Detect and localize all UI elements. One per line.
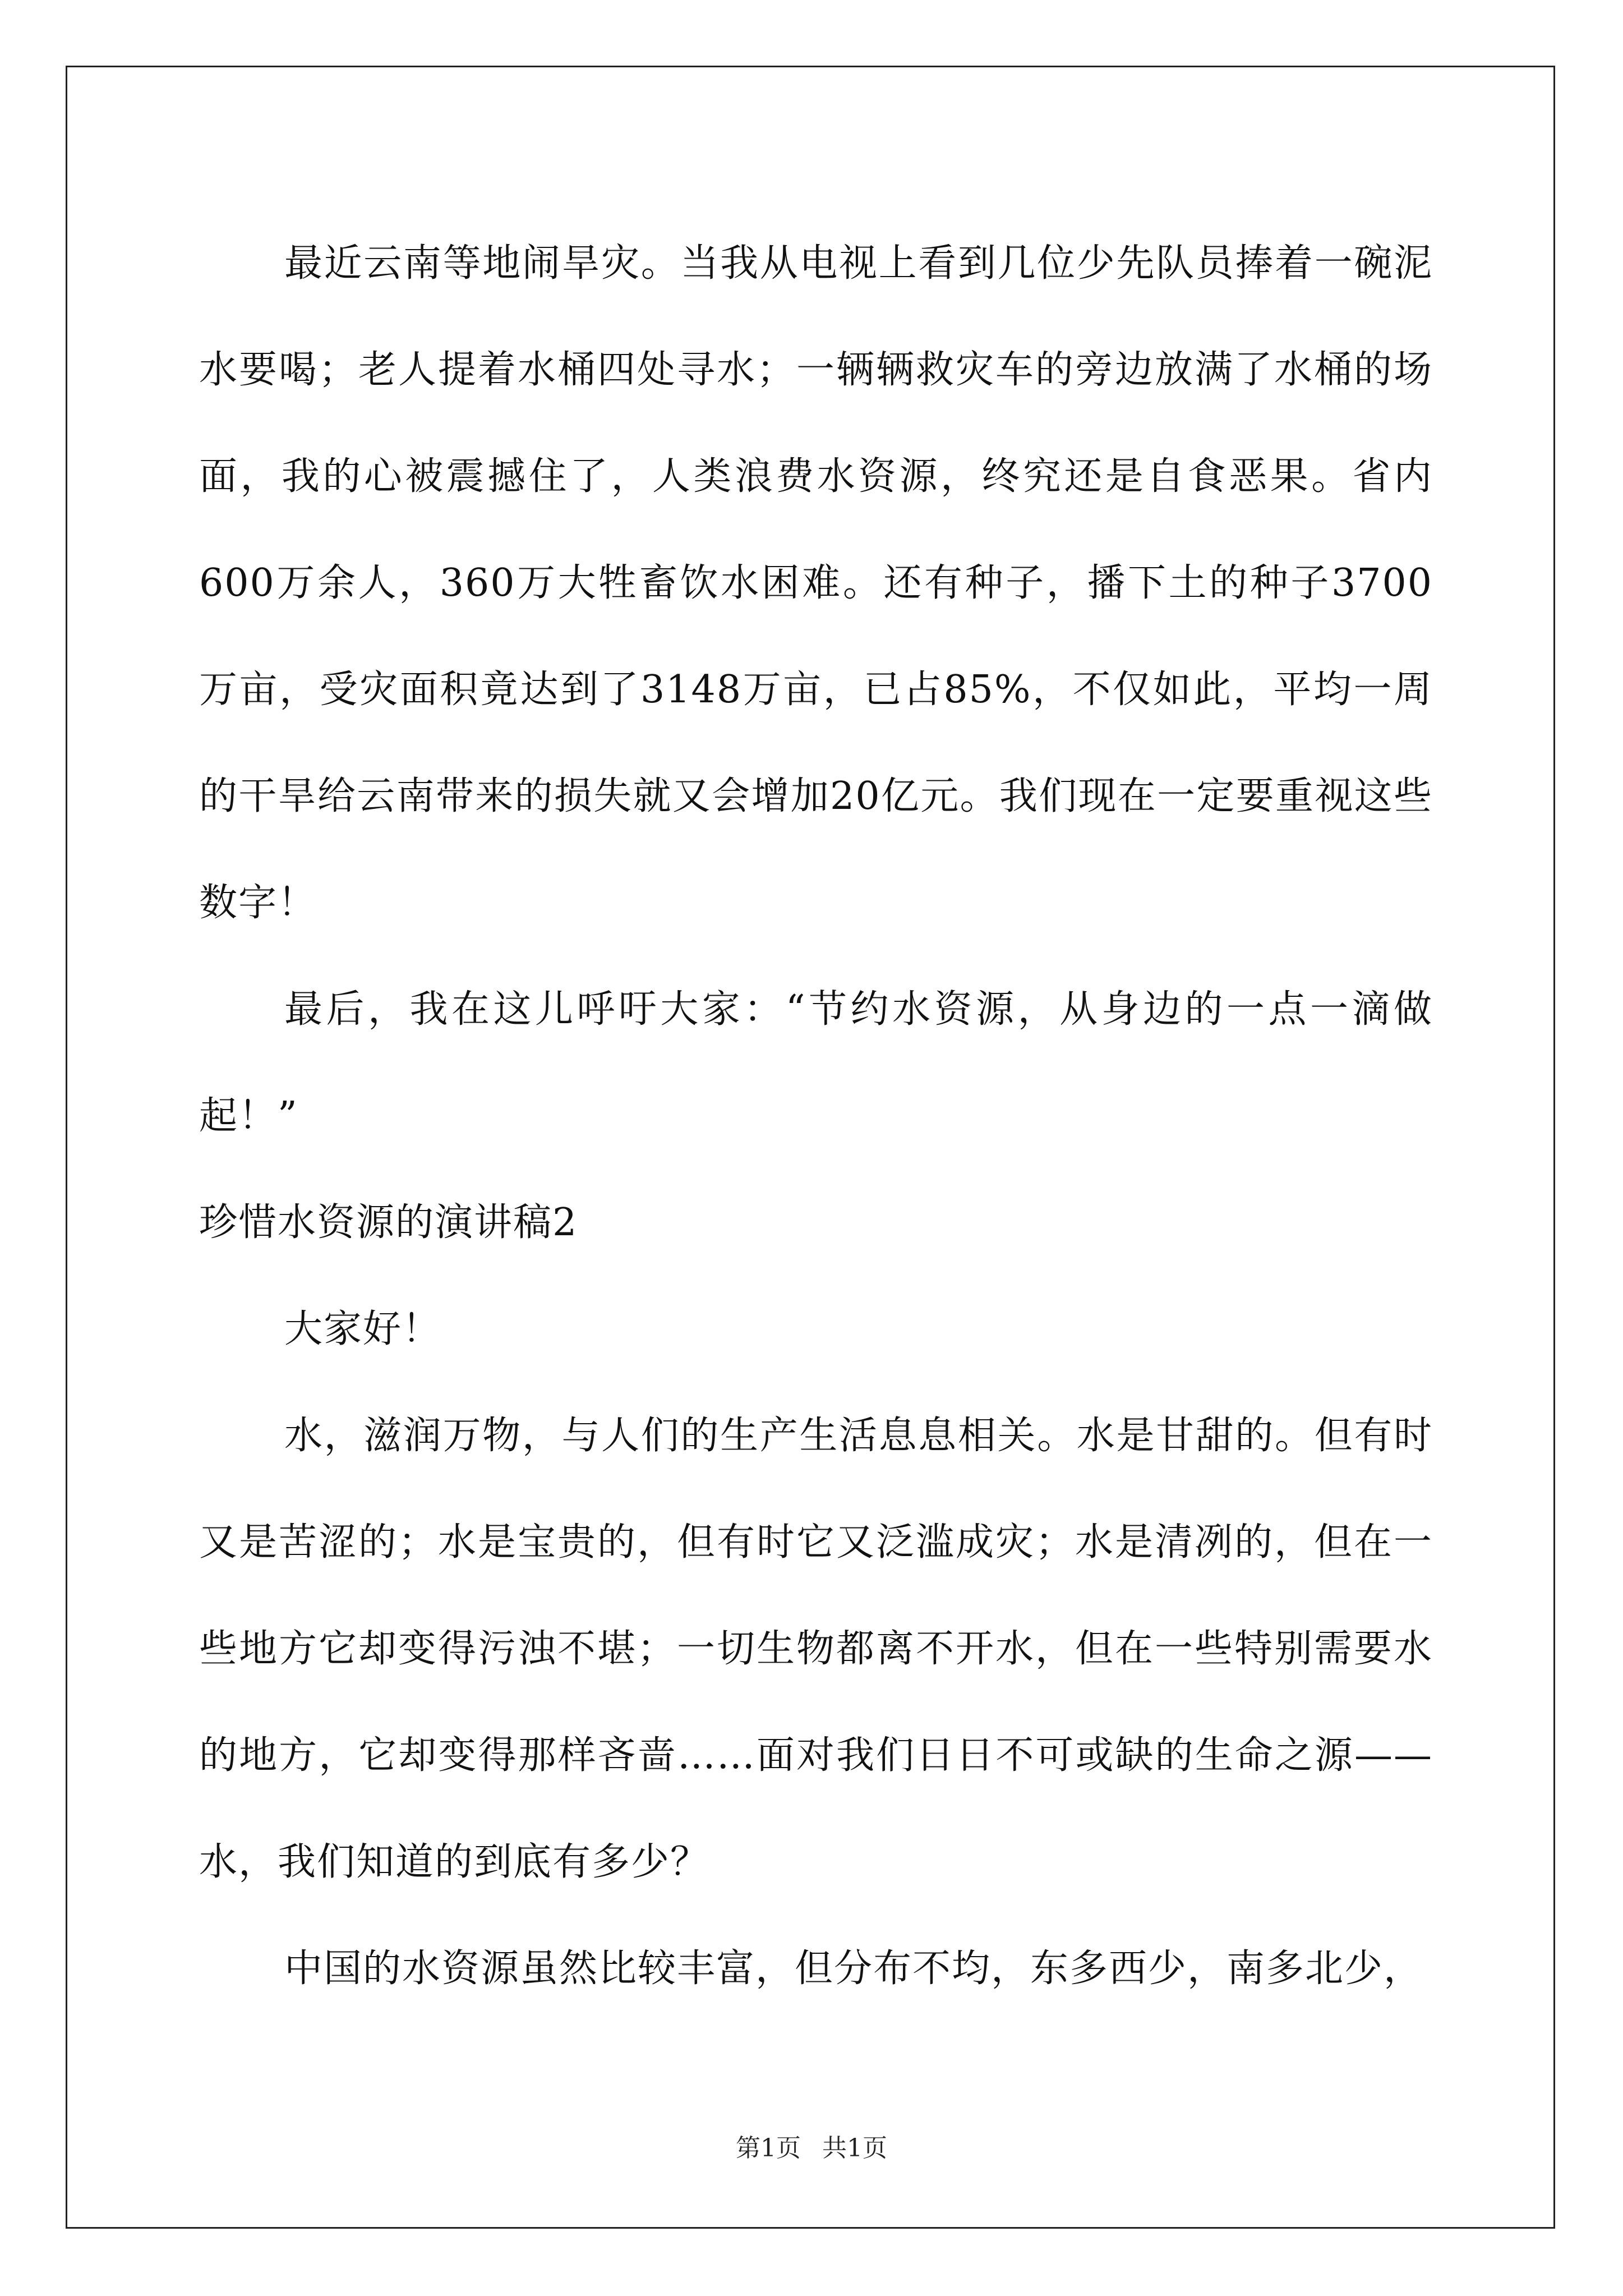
- section-title: 珍惜水资源的演讲稿2: [199, 1200, 578, 1245]
- paragraph-drought: 最近云南等地闹旱灾。当我从电视上看到几位少先队员捧着一碗泥水要喝；老人提着水桶四处寻水；一辆辆救灾车的旁边放满了水桶的场面，我的心被震撼住了，人类浪费水资源，终究还是自食恶果。省内600万余人，360万大牲畜饮水困难。还有种子，播下土的种子3700万亩，受灾面积竟达到了3148万亩，已占85%，不仅如此，平均一周的干旱给云南带来的损失就又会增加20亿元。我们现在一定要重视这些数字！: [199, 241, 1433, 925]
- page-total: 共1页: [822, 2134, 887, 2162]
- paragraph-china-water: 中国的水资源虽然比较丰富，但分布不均，东多西少，南多北少，: [284, 1947, 1423, 1991]
- page-footer: [0, 2132, 1623, 2165]
- paragraph-greeting: 大家好！: [284, 1307, 442, 1351]
- page-number: 第1页: [736, 2134, 801, 2162]
- paragraph-water-nature: 水，滋润万物，与人们的生产生活息息相关。水是甘甜的。但有时又是苦涩的；水是宝贵的，但有时它又泛滥成灾；水是清冽的，但在一些地方它却变得污浊不堪；一切生物都离不开水，但在一些特别需要水的地方，它却变得那样吝啬……面对我们日日不可或缺的生命之源——水，我们知道的到底有多少？: [199, 1414, 1433, 1884]
- paragraph-appeal: 最后，我在这儿呼吁大家：“节约水资源，从身边的一点一滴做起！”: [199, 987, 1433, 1138]
- document-body: [199, 210, 1433, 2022]
